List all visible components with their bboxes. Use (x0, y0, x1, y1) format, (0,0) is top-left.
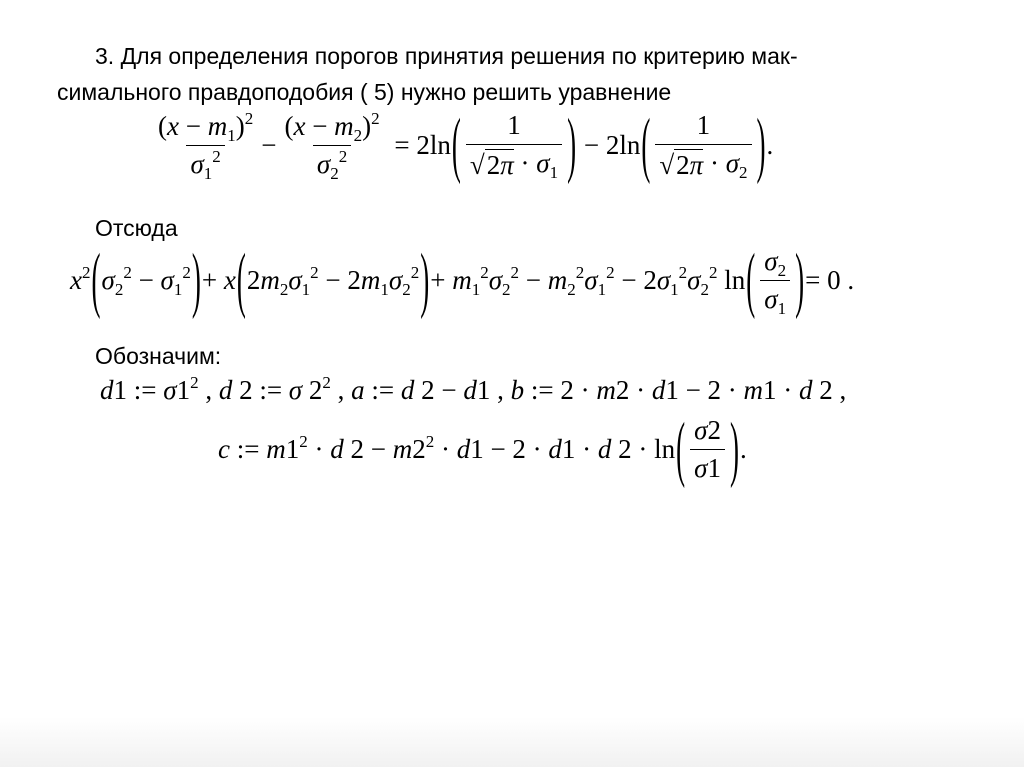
slide-bottom-shadow (0, 717, 1024, 767)
paragraph-line-1: 3. Для определения порогов принятия решения по критерию мак- (95, 43, 798, 69)
equation-definitions-2: c := $m1^2 \cdot d$ $2 - m2^2 \cdot d1 - 2 \cdot d1 \cdot d$ 2 · ln( $\frac{\sigma 2}{\sigma 1}$ ). (218, 407, 747, 489)
equation-quadratic: $x^2(\sigma_2^2 - \sigma_1^2)+ x(2m_2\sigma_1^2 - 2m_1\sigma_2^2)+ m_1^2\sigma_2^2 - m_2^2\sigma_1^2 - 2\sigma_1^2\sigma_2^2$ ln( $\frac{\sigma_2}{\sigma_1}$ )= 0 . (70, 238, 855, 320)
hence-label: Отсюда (95, 215, 178, 241)
equation-definitions-1: d1 := $\sigma 1^2$ , d 2 := σ $2^2$ , a := d 2 − d1 , b := 2 · m2 · d1 − 2 · m1 · d 2 , (100, 372, 847, 405)
paragraph-line-2: симального правдоподобия ( 5) нужно решить уравнение (57, 79, 672, 105)
equation-likelihood: $\frac{(x - m_1)^2}{\sigma_1^2}$ − $\frac{(x - m_2)^2}{\sigma_2^2}$ = 2ln( $\frac{1}{√2\pi \cdot \sigma_1}$ ) − 2ln( $\frac{1}{√2\pi \cdot \sigma_2}$ ). (158, 103, 774, 185)
denote-label: Обозначим: (95, 343, 222, 369)
